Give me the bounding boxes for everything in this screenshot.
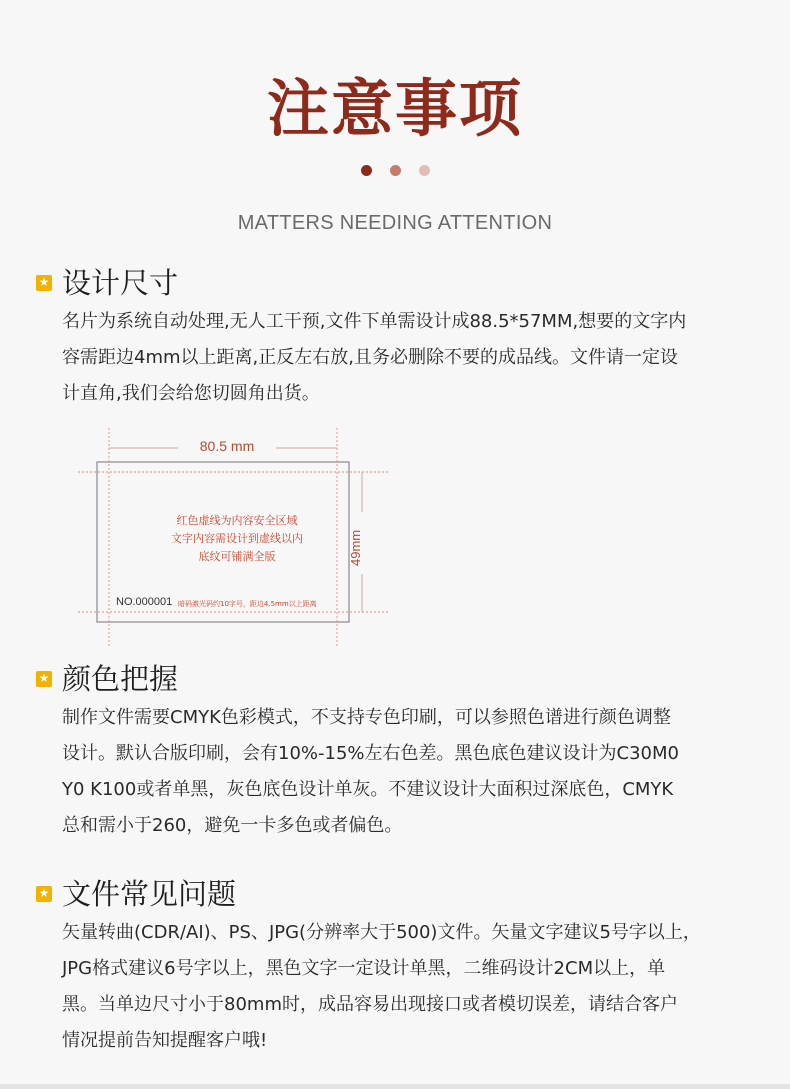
- page-title: 注意事项: [266, 72, 523, 145]
- section-header: [36, 266, 754, 300]
- body-line: 矢量转曲(CDR/AI)、PS、JPG(分辨率大于500)文件。矢量文字建议5号字以上，: [62, 922, 701, 943]
- body-line: 总和需小于260，避免一卡多色或者偏色。: [62, 815, 403, 836]
- body-line: 情况提前告知提醒客户哦!: [62, 1030, 268, 1051]
- star-badge-icon: [36, 886, 52, 902]
- section-design-size: [36, 266, 754, 412]
- star-badge-icon: [36, 275, 52, 291]
- safe-zone-line: 文字内容需设计到虚线以内: [171, 532, 303, 545]
- body-line: 容需距边4mm以上距离,正反左右放,且务必删除不要的成品线。文件请一定设: [62, 347, 678, 368]
- height-label: 49mm: [348, 529, 363, 566]
- section-header: [36, 877, 754, 911]
- section-title: 颜色把握: [62, 662, 179, 696]
- section-body: [62, 700, 754, 844]
- width-label: 80.5 mm: [199, 438, 255, 454]
- serial-note: 暗码激光码约10字号，距边4.5mm以上距离: [178, 600, 317, 608]
- dot-light: [419, 165, 430, 176]
- section-title: 文件常见问题: [62, 877, 237, 911]
- dot-medium: [390, 165, 401, 176]
- star-badge-icon: [36, 671, 52, 687]
- body-line: 计直角,我们会给您切圆角出货。: [62, 383, 320, 404]
- safe-zone-line: 红色虚线为内容安全区域: [176, 514, 298, 527]
- safe-zone-line: 底纹可铺满全版: [198, 550, 276, 563]
- safe-zone-note: [122, 512, 352, 566]
- body-line: Y0 K100或者单黑，灰色底色设计单灰。不建议设计大面积过深底色，CMYK: [62, 779, 674, 800]
- body-line: 黑。当单边尺寸小于80mm时，成品容易出现接口或者模切误差，请结合客户: [62, 994, 678, 1015]
- section-body: [62, 915, 754, 1059]
- section-color: [36, 662, 754, 844]
- dot-dark: [361, 165, 372, 176]
- card-size-diagram: [78, 424, 390, 646]
- page-subtitle: MATTERS NEEDING ATTENTION: [237, 212, 553, 234]
- section-file-faq: [36, 877, 754, 1059]
- section-body: [62, 304, 754, 412]
- body-line: 设计。默认合版印刷，会有10%-15%左右色差。黑色底色建议设计为C30M0: [62, 743, 679, 764]
- body-line: JPG格式建议6号字以上，黑色文字一定设计单黑，二维码设计2CM以上，单: [62, 958, 666, 979]
- bottom-divider: [0, 1084, 790, 1089]
- serial-number: NO.000001: [116, 596, 173, 608]
- section-header: [36, 662, 754, 696]
- decorative-dots: [0, 165, 790, 176]
- section-title: 设计尺寸: [62, 266, 179, 300]
- body-line: 制作文件需要CMYK色彩模式，不支持专色印刷，可以参照色谱进行颜色调整: [62, 707, 671, 728]
- body-line: 名片为系统自动处理,无人工干预,文件下单需设计成88.5*57MM,想要的文字内: [62, 311, 687, 332]
